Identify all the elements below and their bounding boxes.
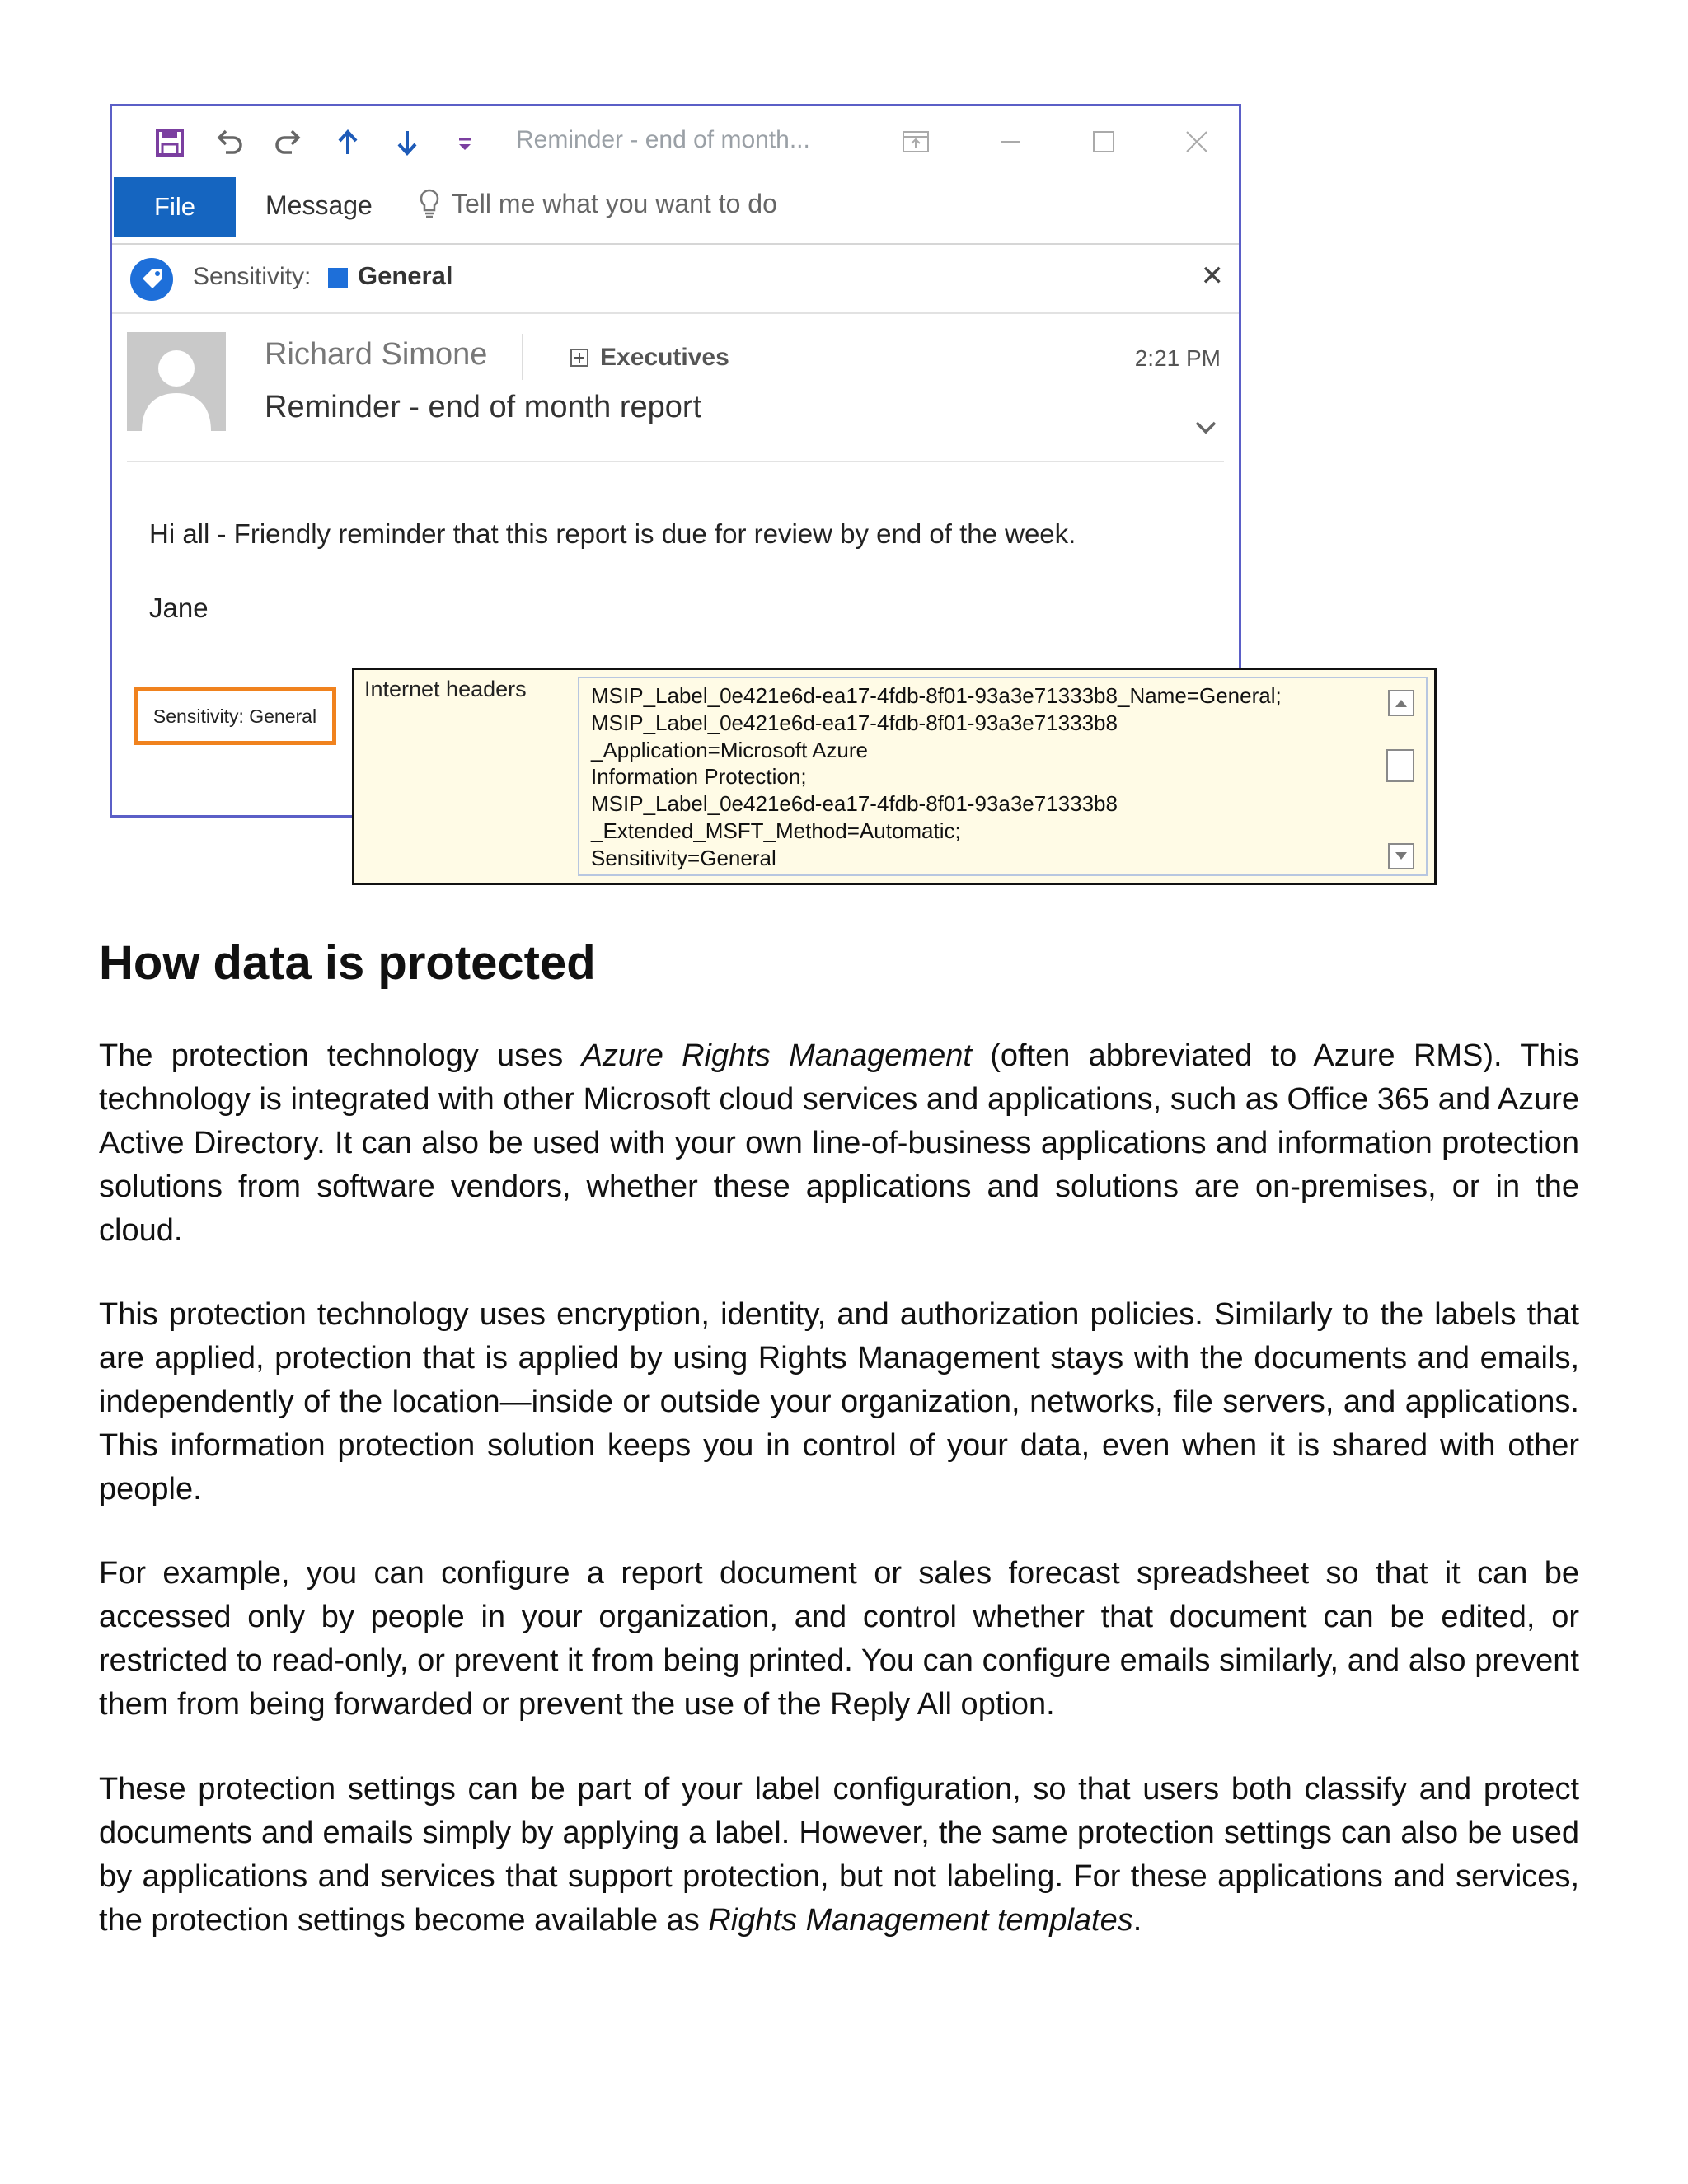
avatar: [127, 332, 226, 431]
scroll-down-button[interactable]: [1388, 843, 1414, 869]
tab-file[interactable]: File: [114, 177, 236, 237]
triangle-down-icon: [1394, 851, 1409, 862]
sensitivity-label: Sensitivity:: [193, 263, 312, 290]
sender-name[interactable]: Richard Simone: [265, 337, 488, 372]
ribbon-tabs: [112, 177, 1239, 245]
header-line: _Application=Microsoft Azure: [591, 738, 869, 762]
undo-icon[interactable]: [211, 124, 247, 161]
title-bar: [112, 106, 1239, 177]
scrollbar-thumb[interactable]: [1386, 749, 1414, 782]
expand-group-icon[interactable]: [570, 349, 588, 367]
sensitivity-bar: [112, 245, 1239, 314]
tab-message[interactable]: Message: [265, 190, 373, 220]
header-line: _Extended_MSFT_Method=Automatic;: [591, 818, 961, 843]
redo-icon[interactable]: [270, 124, 307, 161]
recipient-group-label: Executives: [600, 344, 729, 371]
chevron-down-icon[interactable]: [1191, 413, 1221, 443]
header-line: MSIP_Label_0e421e6d-ea17-4fdb-8f01-93a3e71333b8: [591, 791, 1118, 816]
paragraph-protection-technology: This protection technology uses encryption, identity, and authorization policies. Similarly to the labels that are applied, protection that is applied by using Rights Management stays with the documents and emails, independently of the location—inside or outside your organization, networks, file servers, and applications. This information protection solution keeps you in control of your data, even when it is shared with other people.: [99, 1297, 1579, 1507]
emphasis-azure-rights-management: Azure Rights Management: [581, 1038, 972, 1073]
tell-me-search[interactable]: [417, 187, 777, 220]
message-signature: Jane: [149, 593, 209, 623]
customize-icon[interactable]: [447, 124, 483, 161]
up-arrow-icon[interactable]: [330, 124, 366, 161]
minimize-icon[interactable]: [990, 123, 1031, 161]
header-rule: [127, 461, 1224, 462]
paragraph-example: For example, you can configure a report document or sales forecast spreadsheet so that it can be accessed only by people in your organization, and control whether that document can be edited, or restricted to read-only, or prevent it from being printed. You can configure emails similarly, and also prevent them from being forwarded or prevent the use of the Reply All option.: [99, 1556, 1579, 1722]
header-line: MSIP_Label_0e421e6d-ea17-4fdb-8f01-93a3e71333b8_Name=General;: [591, 683, 1282, 708]
dismiss-sensitivity-icon[interactable]: ✕: [1200, 260, 1224, 292]
header-line: MSIP_Label_0e421e6d-ea17-4fdb-8f01-93a3e71333b8: [591, 710, 1118, 735]
section-heading: How data is protected: [99, 936, 596, 990]
tell-me-placeholder: Tell me what you want to do: [452, 188, 777, 218]
paragraph-azure-rms: The protection technology uses Azure Rights Management (often abbreviated to Azure RMS). This technology is integrated with other Microsoft cloud services and applications, such as Office 365 and Azure Active Directory. It can also be used with your own line-of-business applications and information protection solutions from software vendors, whether these applications and solutions are on-premises, or in the cloud.: [99, 1038, 1579, 1248]
triangle-up-icon: [1394, 697, 1409, 709]
message-time: 2:21 PM: [1134, 345, 1221, 371]
sensitivity-tag-icon[interactable]: [129, 256, 175, 302]
sensitivity-footer-callout: Sensitivity: General: [134, 687, 336, 745]
internet-headers-label: Internet headers: [364, 677, 527, 701]
maximize-icon[interactable]: [1083, 123, 1124, 161]
recipient-group[interactable]: [570, 344, 729, 372]
internet-headers-panel: [352, 668, 1437, 885]
message-subject: Reminder - end of month report: [265, 390, 702, 424]
paragraph-label-configuration: These protection settings can be part of your label configuration, so that users both classify and protect documents and emails simply by applying a label. However, the same protection settings can also be used by applications and services that support protection, but not labeling. For these applications and services, the protection settings become available as Rights Management templates.: [99, 1772, 1579, 1938]
sensitivity-value[interactable]: General: [358, 261, 453, 290]
save-icon[interactable]: [152, 124, 188, 161]
emphasis-rights-management-templates: Rights Management templates: [708, 1903, 1133, 1938]
close-icon[interactable]: [1176, 123, 1217, 161]
message-body-line: Hi all - Friendly reminder that this report is due for review by end of the week.: [149, 518, 1076, 549]
window-title: Reminder - end of month...: [516, 126, 810, 153]
sensitivity-color-swatch: [328, 268, 348, 288]
restore-ribbon-icon[interactable]: [895, 123, 936, 161]
header-divider: [522, 334, 523, 380]
internet-headers-textbox[interactable]: [578, 677, 1428, 876]
header-line: Sensitivity=General: [591, 846, 776, 870]
header-line: Information Protection;: [591, 764, 807, 789]
down-arrow-icon[interactable]: [389, 124, 425, 161]
scroll-up-button[interactable]: [1388, 690, 1414, 716]
lightbulb-icon: [417, 187, 442, 220]
